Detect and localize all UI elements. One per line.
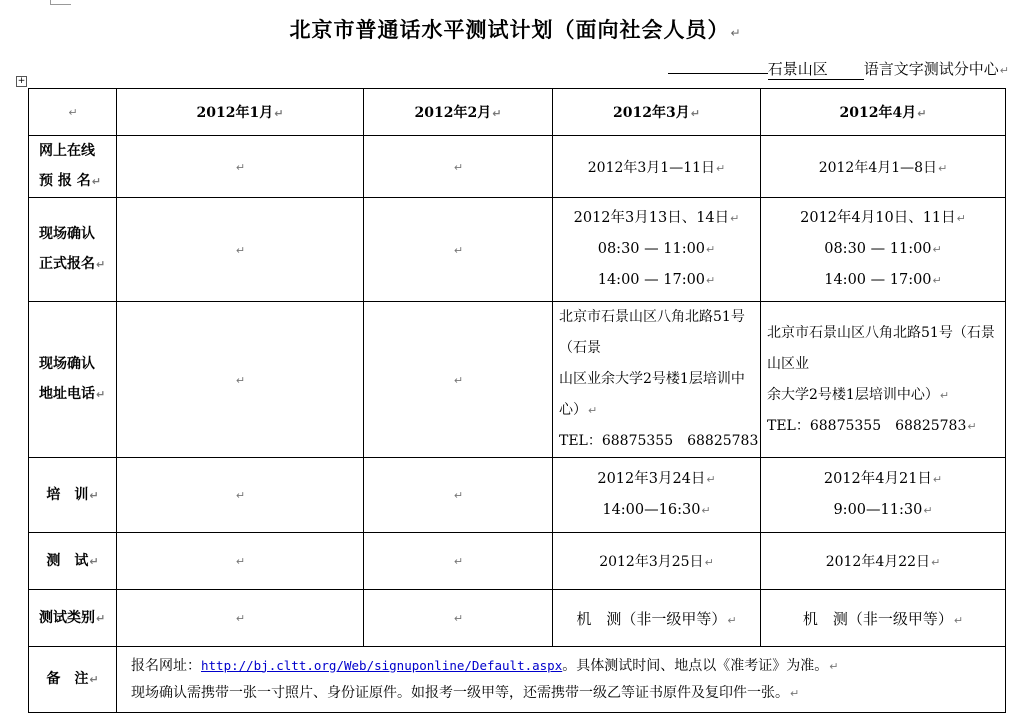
header-jan: 2012年1月↵ [117, 89, 364, 136]
schedule-table [28, 88, 1006, 713]
table-row [29, 302, 1006, 458]
cell-empty: ↵ [364, 533, 553, 590]
cell-training-apr: 2012年4月21日↵ 9:00—11:30↵ [761, 458, 1006, 533]
page-title: 北京市普通话水平测试计划（面向社会人员）↵ [289, 17, 742, 42]
row-label-address: 现场确认 地址电话↵ [29, 302, 117, 458]
header-row [29, 89, 1006, 136]
row-label-test: 测 试↵ [29, 533, 117, 590]
cell-test-apr: 2012年4月22日↵ [761, 533, 1006, 590]
cell-empty: ↵ [364, 458, 553, 533]
cell-address-mar: 北京市石景山区八角北路51号（石景 山区业余大学2号楼1层培训中心）↵ TEL：68875355 68825783 [553, 302, 761, 458]
cell-online-apr: 2012年4月1—8日↵ [761, 136, 1006, 198]
center-name: 语言文字测试分中心 [863, 60, 999, 78]
notes-cell: 报名网址：http://bj.cltt.org/Web/signuponline/Default.aspx。具体测试时间、地点以《准考证》为准。↵ 现场确认需携带一张一寸照片、身份证原件。如报考一级甲等，还需携带一级乙等证书原件及复印件一张。↵ [117, 647, 1006, 713]
table-row [29, 590, 1006, 647]
table-move-handle-icon[interactable]: + [17, 76, 26, 86]
district-name: 石景山区 [768, 58, 864, 80]
header-feb: 2012年2月↵ [364, 89, 553, 136]
row-label-confirm: 现场确认 正式报名↵ [29, 198, 117, 302]
table-row [29, 458, 1006, 533]
cell-empty: ↵ [364, 198, 553, 302]
underline-blank [668, 59, 768, 74]
header-apr: 2012年4月↵ [761, 89, 1006, 136]
table-row [29, 533, 1006, 590]
cell-empty: ↵ [117, 533, 364, 590]
cell-empty: ↵ [364, 302, 553, 458]
cell-confirm-mar: 2012年3月13日、14日↵ 08:30 — 11:00↵ 14:00 — 17:00↵ [553, 198, 761, 302]
cell-empty: ↵ [117, 198, 364, 302]
cell-empty: ↵ [117, 302, 364, 458]
table-row [29, 198, 1006, 302]
cell-test-mar: 2012年3月25日↵ [553, 533, 761, 590]
cell-empty: ↵ [117, 590, 364, 647]
cell-empty: ↵ [117, 136, 364, 198]
signup-link[interactable]: http://bj.cltt.org/Web/signuponline/Default.aspx [201, 657, 563, 673]
cell-address-apr: 北京市石景山区八角北路51号（石景山区业 余大学2号楼1层培训中心）↵ TEL：68875355 68825783↵ [761, 302, 1006, 458]
row-label-category: 测试类别↵ [29, 590, 117, 647]
cell-empty: ↵ [117, 458, 364, 533]
table-row [29, 647, 1006, 713]
row-label-online: 网上在线 预 报 名↵ [29, 136, 117, 198]
table-row [29, 136, 1006, 198]
cell-empty: ↵ [364, 136, 553, 198]
cell-online-mar: 2012年3月1—11日↵ [553, 136, 761, 198]
cell-confirm-apr: 2012年4月10日、11日↵ 08:30 — 11:00↵ 14:00 — 17:00↵ [761, 198, 1006, 302]
cell-training-mar: 2012年3月24日↵ 14:00—16:30↵ [553, 458, 761, 533]
header-mar: 2012年3月↵ [553, 89, 761, 136]
cell-category-mar: 机 测（非一级甲等）↵ [553, 590, 761, 647]
cell-category-apr: 机 测（非一级甲等）↵ [761, 590, 1006, 647]
subtitle: 石景山区 语言文字测试分中心↵ [668, 58, 1009, 80]
page-corner-mark [50, 0, 71, 5]
cell-empty: ↵ [364, 590, 553, 647]
row-label-notes: 备 注↵ [29, 647, 117, 713]
row-label-training: 培 训↵ [29, 458, 117, 533]
corner-cell: ↵ [29, 89, 117, 136]
